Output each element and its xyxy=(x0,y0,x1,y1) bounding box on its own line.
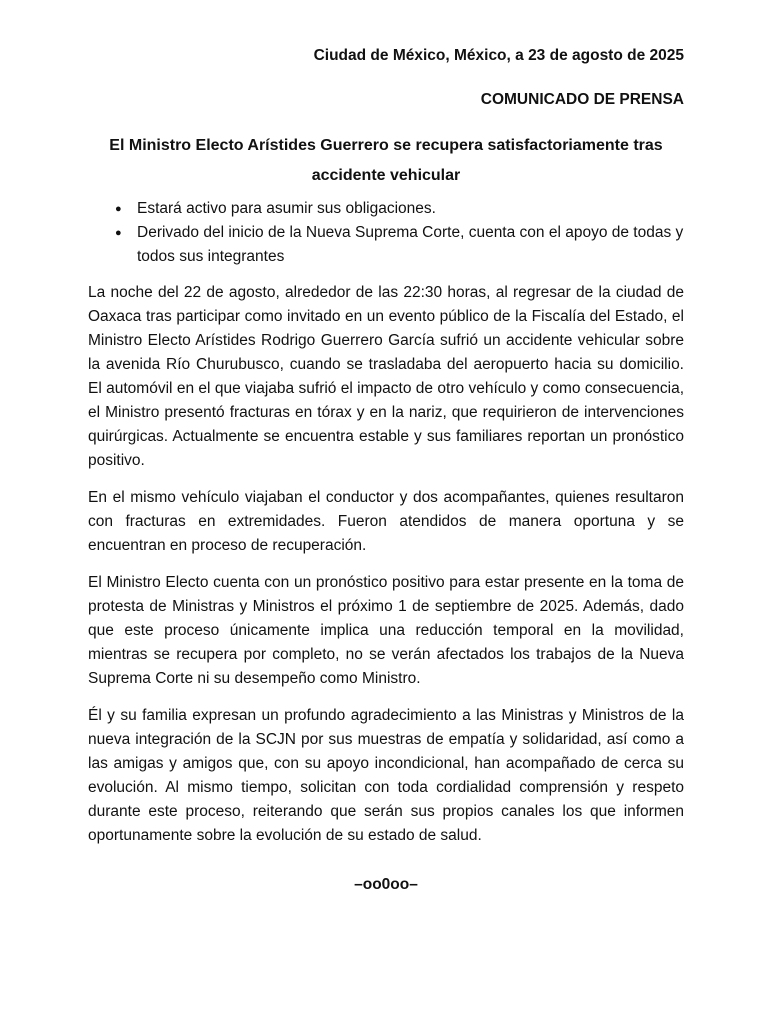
body-paragraph: El Ministro Electo cuenta con un pronóstico positivo para estar presente en la toma de protesta de Ministras y Ministros el próximo 1 de septiembre de 2025. Además, dado que este proceso únicamente implica una reducción temporal en la movilidad, mientras se recupera por completo, no se verán afectados los trabajos de la Nueva Suprema Corte ni su desempeño como Ministro. xyxy=(88,574,684,687)
body-paragraph: En el mismo vehículo viajaban el conductor y dos acompañantes, quienes resultaron con fracturas en extremidades. Fueron atendidos de manera oportuna y se encuentran en proceso de recuperación. xyxy=(88,489,684,554)
press-release-kicker: COMUNICADO DE PRENSA xyxy=(480,91,684,108)
bullet-item xyxy=(115,221,684,269)
bullet-icon: ● xyxy=(115,227,122,239)
dateline: Ciudad de México, México, a 23 de agosto de 2025 xyxy=(313,47,684,64)
bullet-icon: ● xyxy=(115,203,122,215)
document-title: El Ministro Electo Arístides Guerrero se recupera satisfactoriamente tras accidente vehicular xyxy=(109,137,663,184)
closing-mark: –oo0oo– xyxy=(354,876,418,893)
body-paragraph: La noche del 22 de agosto, alrededor de las 22:30 horas, al regresar de la ciudad de Oaxaca tras participar como invitado en un evento público de la Fiscalía del Estado, el Ministro Electo Arístides Rodrigo Guerrero García sufrió un accidente vehicular sobre la avenida Río Churubusco, cuando se trasladaba del aeropuerto hacia su domicilio. El automóvil en el que viajaba sufrió el impacto de otro vehículo y como consecuencia, el Ministro presentó fracturas en tórax y en la nariz, que requirieron de intervenciones quirúrgicas. Actualmente se encuentra estable y sus familiares reportan un pronóstico positivo. xyxy=(88,284,684,469)
body-paragraph: Él y su familia expresan un profundo agradecimiento a las Ministras y Ministros de la nueva integración de la SCJN por sus muestras de empatía y solidaridad, así como a las amigas y amigos que, con su apoyo incondicional, han acompañado de cerca su evolución. Al mismo tiempo, solicitan con toda cordialidad comprensión y respeto durante este proceso, reiterando que serán sus propios canales los que informen oportunamente sobre la evolución de su estado de salud. xyxy=(88,707,684,844)
bullet-text: Derivado del inicio de la Nueva Suprema Corte, cuenta con el apoyo de todas y todos sus integrantes xyxy=(137,224,684,265)
bullet-list xyxy=(88,197,684,269)
bullet-text: Estará activo para asumir sus obligaciones. xyxy=(137,200,436,217)
bullet-item xyxy=(115,197,684,221)
